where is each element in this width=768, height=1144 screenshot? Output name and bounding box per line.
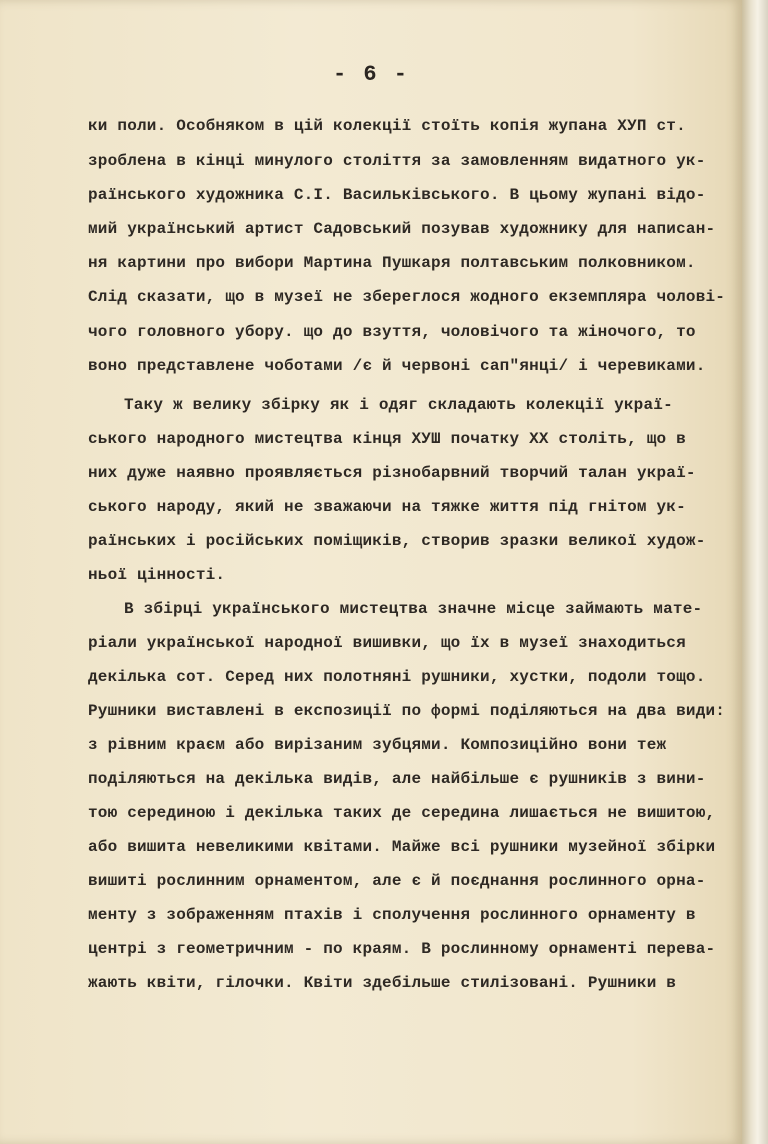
text-line: ріали української народної вишивки, що їх в музеї знаходиться [88, 634, 686, 652]
text-line: або вишита невеликими квітами. Майже всі рушники музейної збірки [88, 838, 716, 856]
text-line: менту з зображенням птахів і сполучення рослинного орнаменту в [88, 906, 696, 924]
text-line: тою серединою і декілька таких де середина лишається не вишитою, [88, 804, 716, 822]
text-line: ньої цінності. [88, 566, 226, 584]
text-line: ки поли. Особняком в цій колекції стоїть копія жупана ХУП ст. [88, 117, 686, 135]
text-line: мий український артист Садовський позував художнику для написан- [88, 220, 716, 238]
text-line: поділяються на декілька видів, але найбільше є рушників з вини- [88, 770, 706, 788]
text-line: вишиті рослинним орнаментом, але є й поєднання рослинного орна- [88, 872, 706, 890]
text-line: чого головного убору. що до взуття, чоловічого та жіночого, то [88, 323, 696, 341]
text-line: них дуже наявно проявляється різнобарвний творчий талан украї- [88, 464, 696, 482]
page-number: - 6 - [332, 62, 409, 87]
page-edge [742, 0, 768, 1144]
text-line: раїнських і російських поміщиків, створив зразки великої худож- [88, 532, 706, 550]
text-line: ня картини про вибори Мартина Пушкаря полтавським полковником. [88, 254, 696, 272]
text-line: Слід сказати, що в музеї не збереглося жодного екземпляра чолові- [88, 288, 726, 306]
text-line: центрі з геометричним - по краям. В рослинному орнаменті перева- [88, 940, 716, 958]
text-line: ського народу, який не зважаючи на тяжке життя під гнітом ук- [88, 498, 686, 516]
text-line: воно представлене чоботами /є й червоні сап"янці/ і черевиками. [88, 357, 706, 375]
text-line: декілька сот. Серед них полотняні рушники, хустки, подоли тощо. [88, 668, 706, 686]
text-line: раїнського художника С.І. Васильківського. В цьому жупані відо- [88, 186, 706, 204]
text-line: В збірці українського мистецтва значне місце займають мате- [124, 600, 703, 618]
text-line: зроблена в кінці минулого століття за замовленням видатного ук- [88, 152, 706, 170]
text-line: ського народного мистецтва кінця ХУШ початку ХХ століть, що в [88, 430, 686, 448]
text-line: Таку ж велику збірку як і одяг складають колекції украї- [124, 396, 673, 414]
text-line: Рушники виставлені в експозиції по формі поділяються на два види: [88, 702, 726, 720]
text-line: з рівним краєм або вирізаним зубцями. Композиційно вони теж [88, 736, 667, 754]
text-line: жають квіти, гілочки. Квіти здебільше стилізовані. Рушники в [88, 974, 677, 992]
